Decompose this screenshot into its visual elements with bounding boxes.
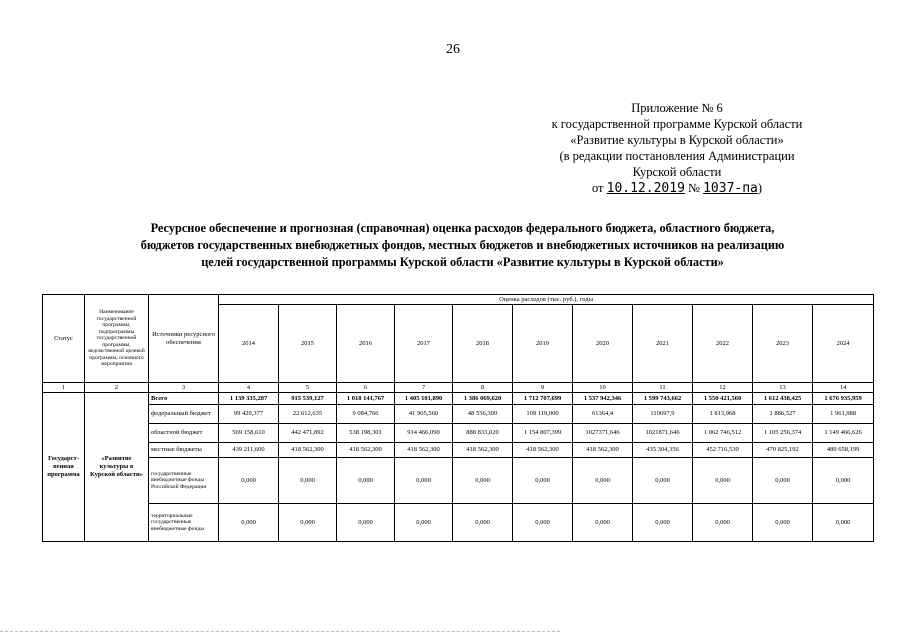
- appendix-date-line: от 10.12.2019 № 1037-па): [591, 181, 763, 196]
- value-cell: 1 712 707,699: [513, 393, 573, 405]
- column-number: 9: [513, 383, 573, 393]
- value-cell: 9 084,766: [337, 405, 395, 424]
- value-cell: 0,000: [395, 504, 453, 542]
- value-cell: 110697,9: [633, 405, 693, 424]
- header-year: 2019: [513, 305, 573, 383]
- appendix-line-4: Курской области: [632, 165, 722, 179]
- value-cell: 109 119,000: [513, 405, 573, 424]
- header-year: 2024: [813, 305, 874, 383]
- value-cell: 1 599 743,662: [633, 393, 693, 405]
- value-cell: 1 550 421,560: [693, 393, 753, 405]
- value-cell: 439 211,600: [219, 443, 279, 458]
- column-number: 11: [633, 383, 693, 393]
- value-cell: 0,000: [693, 504, 753, 542]
- column-number: 3: [149, 383, 219, 393]
- source-cell: областной бюджет: [149, 424, 219, 443]
- value-cell: 0,000: [813, 458, 874, 504]
- value-cell: 1 676 935,959: [813, 393, 874, 405]
- title-line-1: Ресурсное обеспечение и прогнозная (справочная) оценка расходов федерального бюджета, областного бюджета,: [150, 221, 775, 235]
- value-cell: 418 562,300: [395, 443, 453, 458]
- value-cell: 1 961,988: [813, 405, 874, 424]
- value-cell: 61364,4: [573, 405, 633, 424]
- source-cell: местные бюджеты: [149, 443, 219, 458]
- value-cell: 1 537 942,346: [573, 393, 633, 405]
- header-year: 2015: [279, 305, 337, 383]
- source-cell: Всего: [149, 393, 219, 405]
- value-cell: 0,000: [279, 504, 337, 542]
- value-cell: 435 304,356: [633, 443, 693, 458]
- value-cell: 1 386 069,620: [453, 393, 513, 405]
- header-estimate: Оценка расходов (тыс. руб.), годы: [219, 295, 874, 305]
- value-cell: 452 716,530: [693, 443, 753, 458]
- header-year: 2014: [219, 305, 279, 383]
- appendix-line-3: (в редакции постановления Администрации: [559, 149, 795, 163]
- table-row: [43, 443, 874, 458]
- value-cell: 1027371,646: [573, 424, 633, 443]
- column-number: 10: [573, 383, 633, 393]
- value-cell: 0,000: [573, 504, 633, 542]
- value-cell: 0,000: [753, 504, 813, 542]
- value-cell: 0,000: [753, 458, 813, 504]
- value-cell: 418 562,300: [337, 443, 395, 458]
- table-row: [43, 504, 874, 542]
- value-cell: 1 612 438,425: [753, 393, 813, 405]
- header-sources: Источники ресурсного обеспечения: [149, 295, 219, 383]
- value-cell: 99 429,377: [219, 405, 279, 424]
- value-cell: 0,000: [395, 458, 453, 504]
- document-title: [95, 220, 830, 271]
- decree-date: 10.12.2019: [606, 181, 685, 196]
- value-cell: 0,000: [633, 504, 693, 542]
- source-cell: федеральный бюджет: [149, 405, 219, 424]
- value-cell: 1021871,646: [633, 424, 693, 443]
- value-cell: 0,000: [693, 458, 753, 504]
- value-cell: 0,000: [633, 458, 693, 504]
- appendix-title: Приложение № 6: [631, 101, 723, 115]
- value-cell: 442 471,892: [279, 424, 337, 443]
- value-cell: 0,000: [813, 504, 874, 542]
- value-cell: 0,000: [219, 504, 279, 542]
- value-cell: 418 562,300: [573, 443, 633, 458]
- value-cell: 0,000: [513, 458, 573, 504]
- status-cell: Государст-венная программа: [43, 393, 85, 542]
- column-number: 5: [279, 383, 337, 393]
- column-number: 4: [219, 383, 279, 393]
- value-cell: 1 405 101,890: [395, 393, 453, 405]
- value-cell: 915 539,127: [279, 393, 337, 405]
- value-cell: 418 562,300: [453, 443, 513, 458]
- appendix-line-1: к государственной программе Курской области: [551, 117, 803, 131]
- column-number: 6: [337, 383, 395, 393]
- page-number: 26: [446, 42, 460, 57]
- number-prefix: №: [688, 181, 700, 195]
- value-cell: 888 833,020: [453, 424, 513, 443]
- value-cell: 0,000: [453, 504, 513, 542]
- header-year: 2023: [753, 305, 813, 383]
- value-cell: 418 562,300: [513, 443, 573, 458]
- value-cell: 0,000: [337, 458, 395, 504]
- table-row: [43, 458, 874, 504]
- header-year: 2022: [693, 305, 753, 383]
- column-number: 12: [693, 383, 753, 393]
- value-cell: 1 813,968: [693, 405, 753, 424]
- value-cell: 569 158,610: [219, 424, 279, 443]
- value-cell: 1 105 256,374: [753, 424, 813, 443]
- value-cell: 538 198,301: [337, 424, 395, 443]
- column-number: 7: [395, 383, 453, 393]
- header-name: Наименование государственной программы, подпрограммы государственной программы, ведомственной целевой программы, основного мероприятия: [85, 295, 149, 383]
- title-line-3: целей государственной программы Курской области «Развитие культуры в Курской области»: [201, 255, 724, 269]
- value-cell: 470 825,192: [753, 443, 813, 458]
- header-year: 2021: [633, 305, 693, 383]
- value-cell: 914 466,090: [395, 424, 453, 443]
- table-row: [43, 393, 874, 405]
- scan-artifact-line: [0, 631, 560, 632]
- value-cell: 48 556,300: [453, 405, 513, 424]
- table-row: [43, 405, 874, 424]
- value-cell: 0,000: [219, 458, 279, 504]
- table-row: [43, 424, 874, 443]
- value-cell: 1 149 466,626: [813, 424, 874, 443]
- value-cell: 1 139 335,287: [219, 393, 279, 405]
- value-cell: 0,000: [513, 504, 573, 542]
- column-number: 8: [453, 383, 513, 393]
- budget-table: [42, 294, 874, 542]
- appendix-block: [517, 100, 837, 197]
- value-cell: 0,000: [279, 458, 337, 504]
- value-cell: 0,000: [573, 458, 633, 504]
- value-cell: 1 062 746,512: [693, 424, 753, 443]
- column-number: 1: [43, 383, 85, 393]
- column-number: 14: [813, 383, 874, 393]
- value-cell: 418 562,300: [279, 443, 337, 458]
- title-line-2: бюджетов государственных внебюджетных фондов, местных бюджетов и внебюджетных источников на реализацию: [140, 238, 785, 252]
- value-cell: 1 886,527: [753, 405, 813, 424]
- column-number: 13: [753, 383, 813, 393]
- column-number: 2: [85, 383, 149, 393]
- header-status: Статус: [43, 295, 85, 383]
- header-year: 2016: [337, 305, 395, 383]
- date-prefix: от: [591, 181, 604, 195]
- value-cell: 1 154 807,399: [513, 424, 573, 443]
- header-year: 2018: [453, 305, 513, 383]
- value-cell: 1 018 141,767: [337, 393, 395, 405]
- value-cell: 489 658,199: [813, 443, 874, 458]
- decree-number: 1037-па: [703, 181, 758, 196]
- header-year: 2020: [573, 305, 633, 383]
- program-name-cell: «Развитие культуры в Курской области»: [85, 393, 149, 542]
- value-cell: 22 612,635: [279, 405, 337, 424]
- source-cell: государственные внебюджетные фонды Российской Федерации: [149, 458, 219, 504]
- value-cell: 0,000: [453, 458, 513, 504]
- value-cell: 41 905,560: [395, 405, 453, 424]
- appendix-line-2: «Развитие культуры в Курской области»: [570, 133, 784, 147]
- header-year: 2017: [395, 305, 453, 383]
- source-cell: территориальные государственные внебюджетные фонды: [149, 504, 219, 542]
- value-cell: 0,000: [337, 504, 395, 542]
